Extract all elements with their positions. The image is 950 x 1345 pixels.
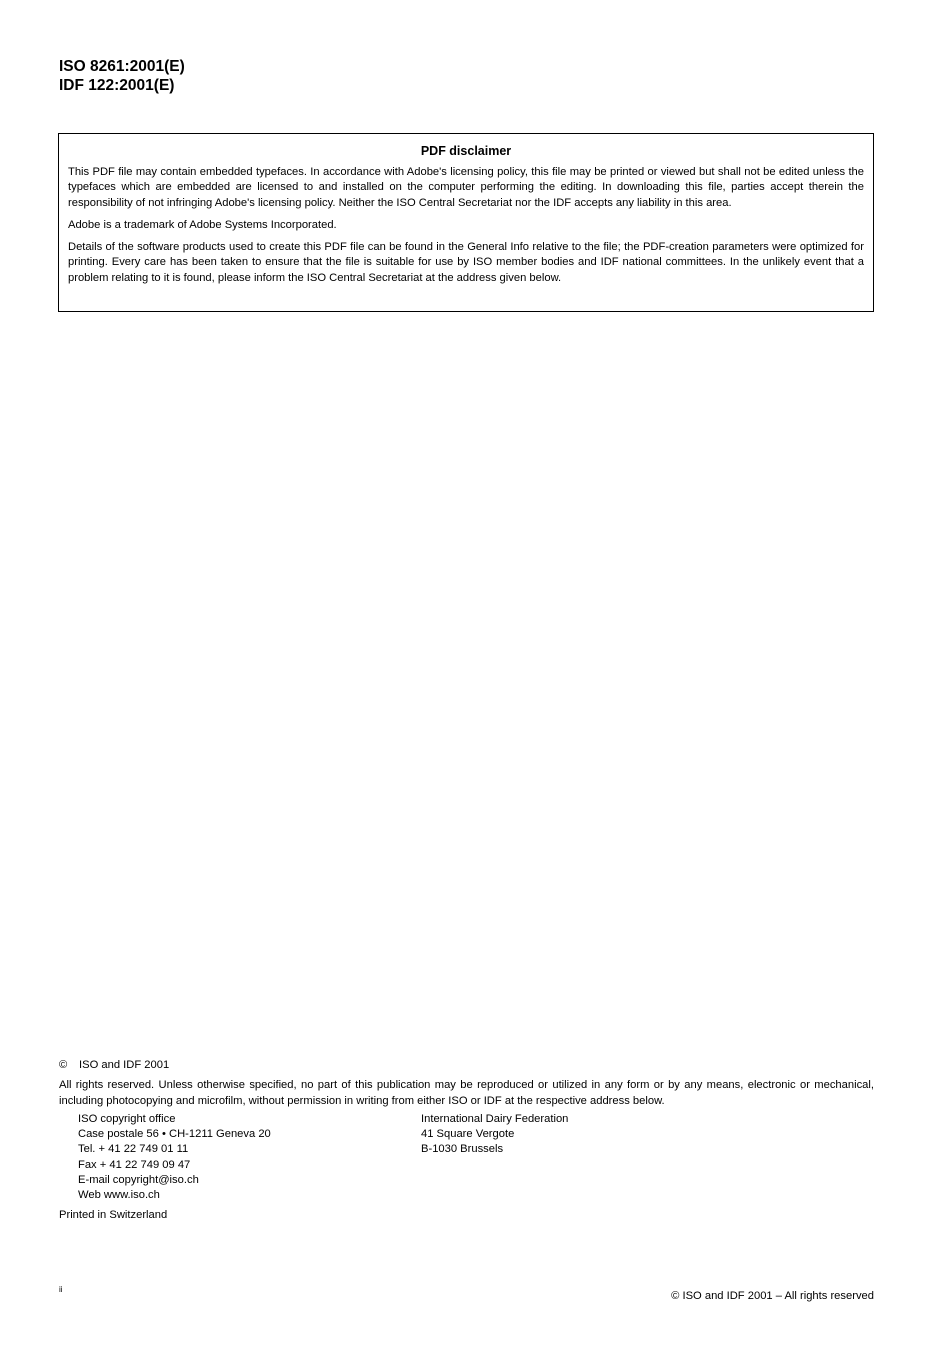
copyright-section <box>59 1058 874 1223</box>
idf-address-line: International Dairy Federation <box>421 1112 569 1125</box>
rights-statement: All rights reserved. Unless otherwise specified, no part of this publication may be reproduced or utilized in any form or by any means, electronic or mechanical, including photocopying and microfilm, without permission in writing from either ISO or IDF at the respective address below. <box>59 1079 874 1107</box>
iso-address <box>78 1112 271 1204</box>
copyright-symbol: © <box>59 1059 68 1071</box>
idf-address <box>421 1112 568 1158</box>
disclaimer-paragraph-software: Details of the software products used to create this PDF file can be found in the General Info relative to the file; the PDF-creation parameters were optimized for printing. Every care has been taken to ensure that the file is suitable for use by ISO member bodies and IDF national committees. In the unlikely event that a problem relating to it is found, please inform the ISO Central Secretariat at the address given below. <box>68 241 864 284</box>
idf-reference: IDF 122:2001(E) <box>59 77 175 94</box>
printed-in: Printed in Switzerland <box>59 1208 168 1221</box>
addresses <box>59 1112 874 1204</box>
iso-address-line: Fax + 41 22 749 09 47 <box>78 1158 191 1171</box>
page-number: ii <box>59 1285 63 1294</box>
iso-address-line: Tel. + 41 22 749 01 11 <box>78 1143 189 1156</box>
pdf-disclaimer-box <box>58 133 874 312</box>
idf-address-line: B-1030 Brussels <box>421 1143 504 1156</box>
iso-address-line: Case postale 56 • CH-1211 Geneva 20 <box>78 1128 271 1141</box>
footer-rights: © ISO and IDF 2001 – All rights reserved <box>671 1290 874 1302</box>
iso-address-line: Web www.iso.ch <box>78 1189 160 1202</box>
iso-reference: ISO 8261:2001(E) <box>59 58 185 75</box>
iso-address-line: E-mail copyright@iso.ch <box>78 1174 199 1187</box>
copyright-holder: ISO and IDF 2001 <box>79 1059 170 1071</box>
document-header <box>59 57 185 95</box>
disclaimer-paragraph-typefaces: This PDF file may contain embedded typefaces. In accordance with Adobe's licensing policy, this file may be printed or viewed but shall not be edited unless the typefaces which are embedded are licensed to and installed on the computer performing the editing. In downloading this file, parties accept therein the responsibility of not infringing Adobe's licensing policy. Neither the ISO Central Secretariat nor the IDF accepts any liability in this area. <box>68 166 864 209</box>
disclaimer-title: PDF disclaimer <box>420 144 512 158</box>
iso-address-line: ISO copyright office <box>78 1112 176 1125</box>
copyright-notice <box>59 1058 874 1073</box>
idf-address-line: 41 Square Vergote <box>421 1128 515 1141</box>
disclaimer-paragraph-trademark: Adobe is a trademark of Adobe Systems Incorporated. <box>68 218 337 231</box>
